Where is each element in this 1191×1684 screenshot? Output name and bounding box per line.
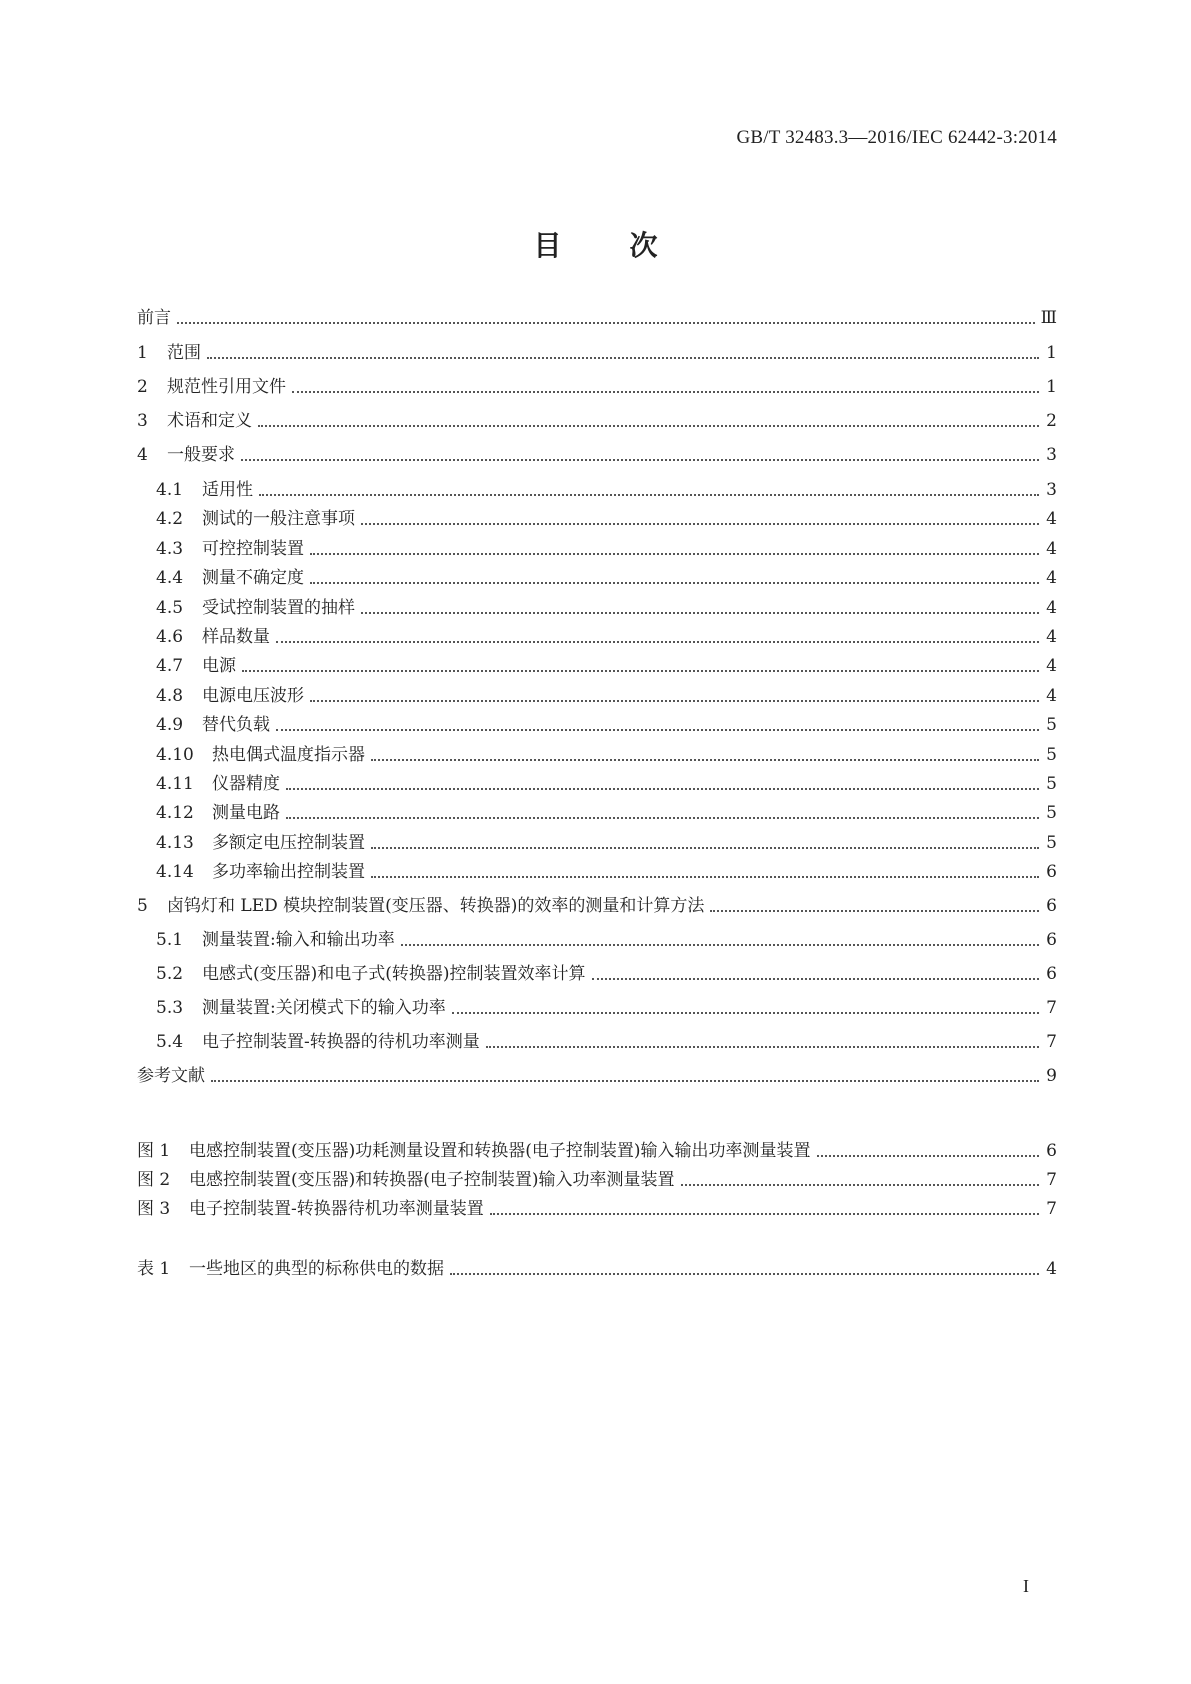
leader-dots	[242, 656, 1039, 672]
toc-label: 术语和定义	[167, 411, 252, 431]
toc-label: 测量装置:输入和输出功率	[202, 930, 395, 950]
leader-dots	[292, 377, 1039, 393]
toc-label: 多额定电压控制装置	[212, 833, 365, 853]
toc-page: 1	[1046, 377, 1057, 397]
toc-entry[interactable]	[137, 891, 1057, 917]
toc-label: 适用性	[202, 480, 253, 500]
toc-entry[interactable]	[156, 563, 1057, 589]
toc-page: 2	[1046, 411, 1057, 431]
leader-dots	[286, 774, 1039, 790]
toc-page: 4	[1046, 598, 1057, 618]
toc-entry[interactable]	[137, 440, 1057, 466]
figure-page: 6	[1046, 1141, 1057, 1161]
toc-entry[interactable]	[156, 798, 1057, 824]
toc-entry[interactable]	[156, 710, 1057, 736]
toc-page: 7	[1046, 998, 1057, 1018]
toc-page: 6	[1046, 930, 1057, 950]
toc-entry[interactable]	[137, 338, 1057, 364]
toc-number: 4.8	[156, 686, 184, 706]
toc-page: 5	[1046, 774, 1057, 794]
toc-label: 测量不确定度	[202, 568, 304, 588]
toc-number: 4.6	[156, 627, 184, 647]
toc-page: 1	[1046, 343, 1057, 363]
leader-dots	[361, 509, 1039, 525]
leader-dots	[276, 715, 1039, 731]
figure-entry[interactable]	[137, 1136, 1057, 1162]
toc-label: 热电偶式温度指示器	[212, 745, 365, 765]
toc-label: 样品数量	[202, 627, 270, 647]
toc-label: 测量电路	[212, 803, 280, 823]
toc-page: 4	[1046, 568, 1057, 588]
figure-number: 图 3	[137, 1199, 171, 1219]
toc-entry[interactable]	[156, 475, 1057, 501]
toc-page: 5	[1046, 745, 1057, 765]
leader-dots	[681, 1170, 1039, 1186]
toc-entry[interactable]	[137, 406, 1057, 432]
toc-label: 测试的一般注意事项	[202, 509, 355, 529]
toc-label: 卤钨灯和 LED 模块控制装置(变压器、转换器)的效率的测量和计算方法	[167, 896, 705, 916]
leader-dots	[817, 1141, 1039, 1157]
toc-entry[interactable]	[156, 593, 1057, 619]
leader-dots	[207, 343, 1039, 359]
leader-dots	[259, 480, 1039, 496]
toc-number: 4.7	[156, 656, 184, 676]
toc-number: 5.4	[156, 1032, 184, 1052]
figure-label: 电子控制装置-转换器待机功率测量装置	[189, 1199, 484, 1219]
toc-number: 4.12	[156, 803, 194, 823]
leader-dots	[310, 539, 1039, 555]
leader-dots	[371, 862, 1039, 878]
leader-dots	[241, 445, 1039, 461]
toc-number: 4.2	[156, 509, 184, 529]
toc-number: 4	[137, 445, 148, 465]
toc-page: 4	[1046, 627, 1057, 647]
figure-page: 7	[1046, 1199, 1057, 1219]
toc-number: 2	[137, 377, 148, 397]
toc-label: 一般要求	[167, 445, 235, 465]
toc-number: 4.4	[156, 568, 184, 588]
toc-label: 规范性引用文件	[167, 377, 286, 397]
toc-number: 5.1	[156, 930, 184, 950]
toc-label: 前言	[137, 308, 171, 328]
leader-dots	[452, 998, 1039, 1014]
table-label: 一些地区的典型的标称供电的数据	[189, 1259, 444, 1279]
title-char-1: 目	[533, 229, 562, 262]
toc-number: 4.14	[156, 862, 194, 882]
toc-page: 5	[1046, 803, 1057, 823]
figure-label: 电感控制装置(变压器)功耗测量设置和转换器(电子控制装置)输入输出功率测量装置	[189, 1141, 811, 1161]
toc-page: 4	[1046, 539, 1057, 559]
toc-label: 参考文献	[137, 1066, 205, 1086]
toc-entry[interactable]	[156, 622, 1057, 648]
table-number: 表 1	[137, 1259, 171, 1279]
toc-entry[interactable]	[156, 828, 1057, 854]
toc-page: 7	[1046, 1032, 1057, 1052]
toc-label: 多功率输出控制装置	[212, 862, 365, 882]
toc-page: 6	[1046, 896, 1057, 916]
toc-number: 4.1	[156, 480, 184, 500]
toc-entry[interactable]	[156, 534, 1057, 560]
leader-dots	[371, 745, 1039, 761]
leader-dots	[450, 1259, 1039, 1275]
leader-dots	[258, 411, 1039, 427]
toc-number: 4.13	[156, 833, 194, 853]
leader-dots	[592, 964, 1039, 980]
toc-entry[interactable]	[156, 959, 1057, 985]
figure-page: 7	[1046, 1170, 1057, 1190]
figure-number: 图 2	[137, 1170, 171, 1190]
toc-page: 4	[1046, 686, 1057, 706]
toc-label: 仪器精度	[212, 774, 280, 794]
toc-page: 3	[1046, 445, 1057, 465]
leader-dots	[310, 568, 1039, 584]
toc-entry[interactable]	[156, 651, 1057, 677]
toc-entry[interactable]	[156, 769, 1057, 795]
toc-entry[interactable]	[156, 740, 1057, 766]
toc-label: 范围	[167, 343, 201, 363]
figure-entry[interactable]	[137, 1194, 1057, 1220]
table-entry[interactable]	[137, 1254, 1057, 1280]
figure-label: 电感控制装置(变压器)和转换器(电子控制装置)输入功率测量装置	[189, 1170, 675, 1190]
page-title	[0, 224, 1191, 264]
toc-number: 4.10	[156, 745, 194, 765]
leader-dots	[276, 627, 1039, 643]
toc-label: 电感式(变压器)和电子式(转换器)控制装置效率计算	[202, 964, 586, 984]
toc-entry[interactable]	[156, 504, 1057, 530]
toc-number: 5	[137, 896, 148, 916]
toc-label: 电源电压波形	[202, 686, 304, 706]
toc-label: 电子控制装置-转换器的待机功率测量	[202, 1032, 480, 1052]
toc-number: 4.3	[156, 539, 184, 559]
toc-entry[interactable]	[156, 925, 1057, 951]
toc-page: 9	[1046, 1066, 1057, 1086]
toc-label: 受试控制装置的抽样	[202, 598, 355, 618]
leader-dots	[401, 930, 1039, 946]
toc-entry-foreword[interactable]	[137, 303, 1057, 329]
figure-number: 图 1	[137, 1141, 171, 1161]
leader-dots	[177, 308, 1035, 324]
toc-page: 4	[1046, 509, 1057, 529]
toc-entry[interactable]	[137, 372, 1057, 398]
toc-number: 4.5	[156, 598, 184, 618]
table-page: 4	[1046, 1259, 1057, 1279]
toc-entry[interactable]	[156, 1027, 1057, 1053]
toc-page: Ⅲ	[1040, 308, 1057, 328]
toc-page: 6	[1046, 964, 1057, 984]
toc-label: 电源	[202, 656, 236, 676]
standard-code: GB/T 32483.3—2016/IEC 62442-3:2014	[736, 127, 1057, 148]
toc-entry[interactable]	[156, 857, 1057, 883]
toc-number: 4.11	[156, 774, 194, 794]
toc-label: 测量装置:关闭模式下的输入功率	[202, 998, 446, 1018]
toc-number: 1	[137, 343, 148, 363]
toc-page: 6	[1046, 862, 1057, 882]
leader-dots	[710, 896, 1039, 912]
toc-number: 5.2	[156, 964, 184, 984]
toc-entry-references[interactable]	[137, 1061, 1057, 1087]
figure-entry[interactable]	[137, 1165, 1057, 1191]
toc-page: 4	[1046, 656, 1057, 676]
title-char-2: 次	[629, 229, 658, 262]
toc-number: 3	[137, 411, 148, 431]
leader-dots	[371, 833, 1039, 849]
leader-dots	[361, 598, 1039, 614]
page-number: I	[1023, 1576, 1029, 1596]
toc-entry[interactable]	[156, 993, 1057, 1019]
leader-dots	[310, 686, 1039, 702]
toc-page: 5	[1046, 715, 1057, 735]
leader-dots	[490, 1199, 1039, 1215]
toc-number: 5.3	[156, 998, 184, 1018]
toc-page: 5	[1046, 833, 1057, 853]
leader-dots	[486, 1032, 1039, 1048]
leader-dots	[286, 803, 1039, 819]
toc-label: 替代负载	[202, 715, 270, 735]
toc-number: 4.9	[156, 715, 184, 735]
toc-entry[interactable]	[156, 681, 1057, 707]
toc-label: 可控控制装置	[202, 539, 304, 559]
toc-page: 3	[1046, 480, 1057, 500]
leader-dots	[211, 1066, 1039, 1082]
